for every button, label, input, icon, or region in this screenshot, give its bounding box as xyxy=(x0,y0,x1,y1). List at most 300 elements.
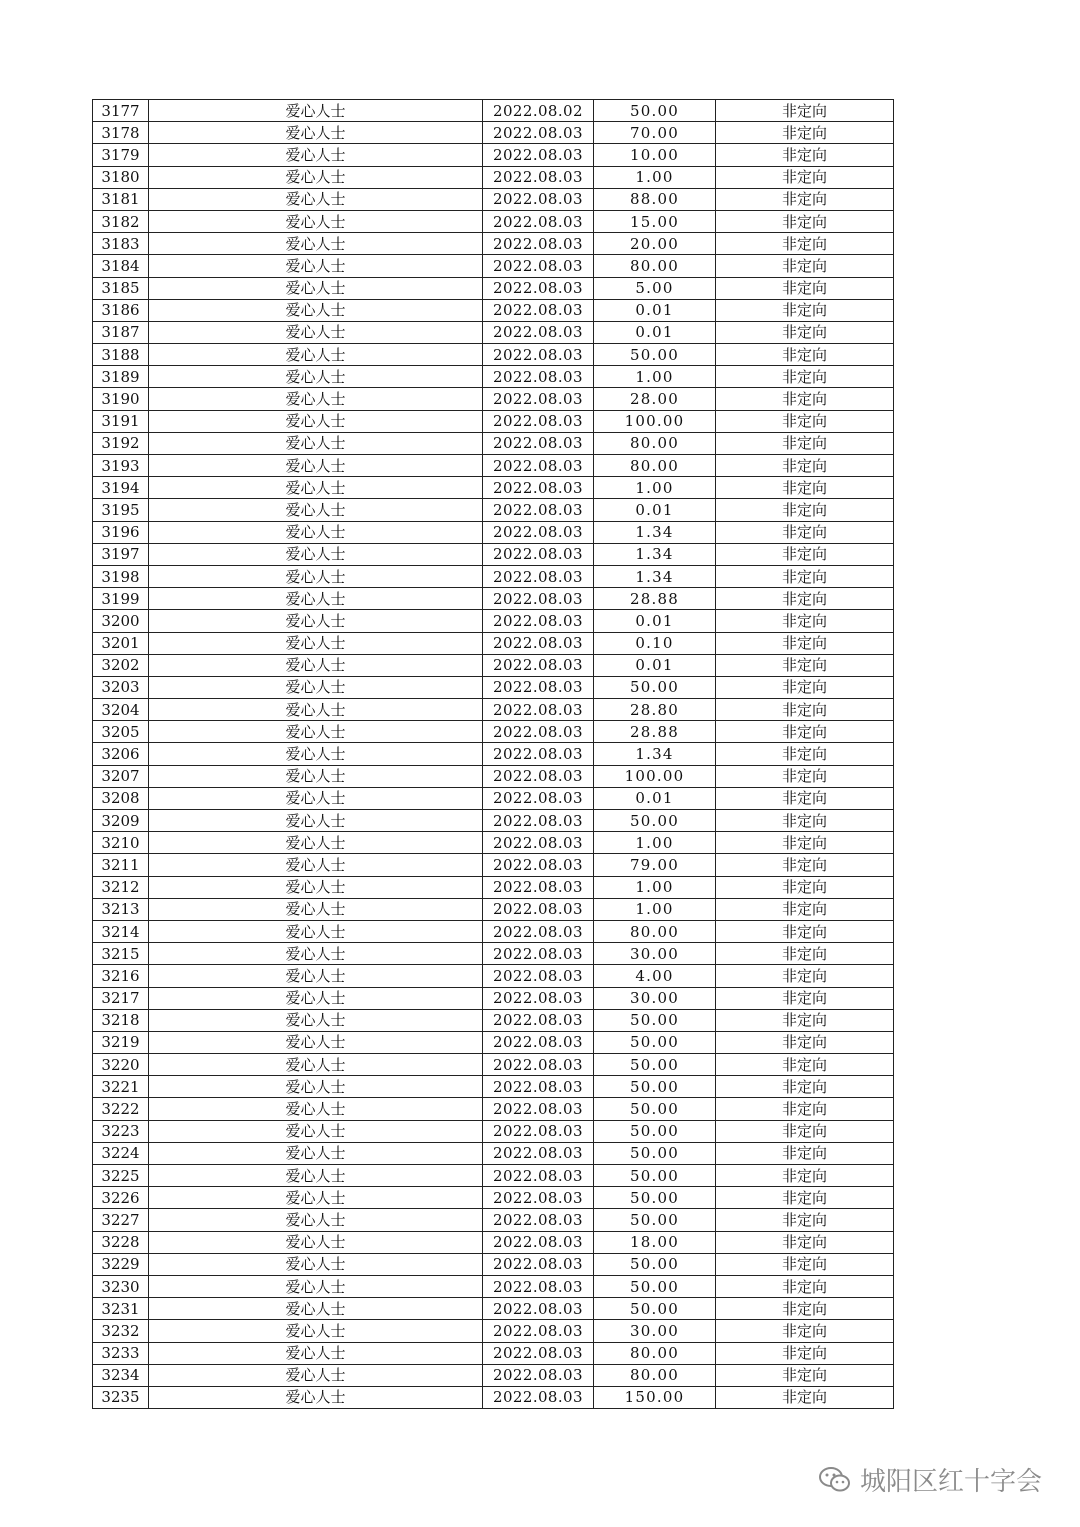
table-row xyxy=(93,1098,894,1120)
table-row xyxy=(93,255,894,277)
table-row xyxy=(93,1076,894,1098)
donation-date-cell: 2022.08.03 xyxy=(483,321,594,343)
donation-amount-cell: 100.00 xyxy=(594,765,716,787)
donor-name-cell: 爱心人士 xyxy=(149,344,483,366)
table-row xyxy=(93,721,894,743)
donation-amount-cell: 70.00 xyxy=(594,122,716,144)
donation-date-cell: 2022.08.03 xyxy=(483,965,594,987)
donation-type-cell: 非定向 xyxy=(716,854,894,876)
donation-amount-cell: 15.00 xyxy=(594,210,716,232)
row-number-cell: 3196 xyxy=(93,521,149,543)
donor-name-cell: 爱心人士 xyxy=(149,1165,483,1187)
watermark-text: 城阳区红十字会 xyxy=(860,1467,1043,1497)
donation-date-cell: 2022.08.03 xyxy=(483,1209,594,1231)
donor-name-cell: 爱心人士 xyxy=(149,499,483,521)
donation-type-cell: 非定向 xyxy=(716,1054,894,1076)
donor-name-cell: 爱心人士 xyxy=(149,1076,483,1098)
row-number-cell: 3201 xyxy=(93,632,149,654)
table-row xyxy=(93,943,894,965)
table-row xyxy=(93,1142,894,1164)
donation-amount-cell: 1.00 xyxy=(594,898,716,920)
row-number-cell: 3226 xyxy=(93,1187,149,1209)
row-number-cell: 3199 xyxy=(93,588,149,610)
donation-amount-cell: 50.00 xyxy=(594,1165,716,1187)
table-row xyxy=(93,521,894,543)
donation-date-cell: 2022.08.03 xyxy=(483,765,594,787)
donation-date-cell: 2022.08.03 xyxy=(483,1231,594,1253)
row-number-cell: 3217 xyxy=(93,987,149,1009)
table-row xyxy=(93,233,894,255)
donation-amount-cell: 1.00 xyxy=(594,166,716,188)
donor-name-cell: 爱心人士 xyxy=(149,943,483,965)
table-row xyxy=(93,210,894,232)
donation-type-cell: 非定向 xyxy=(716,699,894,721)
table-row xyxy=(93,410,894,432)
row-number-cell: 3187 xyxy=(93,321,149,343)
donation-type-cell: 非定向 xyxy=(716,1098,894,1120)
donor-name-cell: 爱心人士 xyxy=(149,299,483,321)
donation-date-cell: 2022.08.03 xyxy=(483,676,594,698)
donor-name-cell: 爱心人士 xyxy=(149,1120,483,1142)
table-row xyxy=(93,610,894,632)
row-number-cell: 3216 xyxy=(93,965,149,987)
donation-amount-cell: 50.00 xyxy=(594,1275,716,1297)
donation-type-cell: 非定向 xyxy=(716,898,894,920)
donation-date-cell: 2022.08.03 xyxy=(483,810,594,832)
donation-table-body xyxy=(93,100,894,1409)
donor-name-cell: 爱心人士 xyxy=(149,1320,483,1342)
donor-name-cell: 爱心人士 xyxy=(149,321,483,343)
donation-date-cell: 2022.08.03 xyxy=(483,787,594,809)
watermark xyxy=(818,1461,1042,1498)
donor-name-cell: 爱心人士 xyxy=(149,166,483,188)
donation-amount-cell: 1.00 xyxy=(594,477,716,499)
row-number-cell: 3184 xyxy=(93,255,149,277)
donation-amount-cell: 28.88 xyxy=(594,721,716,743)
table-row xyxy=(93,432,894,454)
table-row xyxy=(93,1320,894,1342)
row-number-cell: 3195 xyxy=(93,499,149,521)
donor-name-cell: 爱心人士 xyxy=(149,1209,483,1231)
donation-date-cell: 2022.08.03 xyxy=(483,388,594,410)
row-number-cell: 3210 xyxy=(93,832,149,854)
donation-amount-cell: 80.00 xyxy=(594,1364,716,1386)
row-number-cell: 3181 xyxy=(93,188,149,210)
table-row xyxy=(93,1120,894,1142)
donation-amount-cell: 1.34 xyxy=(594,565,716,587)
donation-amount-cell: 4.00 xyxy=(594,965,716,987)
donation-type-cell: 非定向 xyxy=(716,832,894,854)
table-row xyxy=(93,100,894,122)
donor-name-cell: 爱心人士 xyxy=(149,233,483,255)
row-number-cell: 3202 xyxy=(93,654,149,676)
row-number-cell: 3177 xyxy=(93,100,149,122)
donor-name-cell: 爱心人士 xyxy=(149,787,483,809)
donation-type-cell: 非定向 xyxy=(716,299,894,321)
donation-amount-cell: 1.34 xyxy=(594,543,716,565)
donation-amount-cell: 50.00 xyxy=(594,1076,716,1098)
row-number-cell: 3211 xyxy=(93,854,149,876)
donation-type-cell: 非定向 xyxy=(716,188,894,210)
wechat-icon xyxy=(818,1466,852,1494)
donor-name-cell: 爱心人士 xyxy=(149,898,483,920)
donation-type-cell: 非定向 xyxy=(716,1209,894,1231)
row-number-cell: 3193 xyxy=(93,455,149,477)
row-number-cell: 3223 xyxy=(93,1120,149,1142)
donation-date-cell: 2022.08.03 xyxy=(483,410,594,432)
donation-type-cell: 非定向 xyxy=(716,654,894,676)
donation-amount-cell: 50.00 xyxy=(594,1009,716,1031)
donation-date-cell: 2022.08.03 xyxy=(483,1253,594,1275)
table-row xyxy=(93,188,894,210)
table-row xyxy=(93,632,894,654)
donation-date-cell: 2022.08.03 xyxy=(483,1298,594,1320)
donation-amount-cell: 50.00 xyxy=(594,100,716,122)
donation-type-cell: 非定向 xyxy=(716,588,894,610)
donation-date-cell: 2022.08.03 xyxy=(483,455,594,477)
donation-type-cell: 非定向 xyxy=(716,144,894,166)
row-number-cell: 3209 xyxy=(93,810,149,832)
donation-amount-cell: 1.00 xyxy=(594,832,716,854)
row-number-cell: 3179 xyxy=(93,144,149,166)
table-row xyxy=(93,499,894,521)
donor-name-cell: 爱心人士 xyxy=(149,1298,483,1320)
table-row xyxy=(93,388,894,410)
donation-amount-cell: 88.00 xyxy=(594,188,716,210)
donor-name-cell: 爱心人士 xyxy=(149,122,483,144)
donor-name-cell: 爱心人士 xyxy=(149,1364,483,1386)
donation-amount-cell: 80.00 xyxy=(594,455,716,477)
row-number-cell: 3183 xyxy=(93,233,149,255)
table-row xyxy=(93,1275,894,1297)
donation-date-cell: 2022.08.03 xyxy=(483,1120,594,1142)
donation-amount-cell: 100.00 xyxy=(594,410,716,432)
donation-type-cell: 非定向 xyxy=(716,765,894,787)
donation-type-cell: 非定向 xyxy=(716,610,894,632)
donation-amount-cell: 28.88 xyxy=(594,588,716,610)
donation-type-cell: 非定向 xyxy=(716,920,894,942)
donation-date-cell: 2022.08.03 xyxy=(483,477,594,499)
donation-date-cell: 2022.08.03 xyxy=(483,166,594,188)
table-row xyxy=(93,676,894,698)
donation-amount-cell: 0.01 xyxy=(594,299,716,321)
donation-type-cell: 非定向 xyxy=(716,210,894,232)
donation-type-cell: 非定向 xyxy=(716,1231,894,1253)
donation-date-cell: 2022.08.03 xyxy=(483,565,594,587)
row-number-cell: 3221 xyxy=(93,1076,149,1098)
donor-name-cell: 爱心人士 xyxy=(149,588,483,610)
row-number-cell: 3235 xyxy=(93,1386,149,1408)
donation-amount-cell: 80.00 xyxy=(594,432,716,454)
donation-date-cell: 2022.08.03 xyxy=(483,1165,594,1187)
donation-date-cell: 2022.08.03 xyxy=(483,366,594,388)
table-row xyxy=(93,765,894,787)
row-number-cell: 3229 xyxy=(93,1253,149,1275)
donation-amount-cell: 80.00 xyxy=(594,1342,716,1364)
table-row xyxy=(93,1298,894,1320)
donor-name-cell: 爱心人士 xyxy=(149,388,483,410)
row-number-cell: 3224 xyxy=(93,1142,149,1164)
donor-name-cell: 爱心人士 xyxy=(149,721,483,743)
donation-type-cell: 非定向 xyxy=(716,344,894,366)
donation-amount-cell: 80.00 xyxy=(594,255,716,277)
donation-date-cell: 2022.08.03 xyxy=(483,210,594,232)
table-row xyxy=(93,699,894,721)
donation-table xyxy=(92,99,894,1409)
donation-type-cell: 非定向 xyxy=(716,1320,894,1342)
row-number-cell: 3190 xyxy=(93,388,149,410)
donation-date-cell: 2022.08.03 xyxy=(483,1187,594,1209)
table-row xyxy=(93,1031,894,1053)
donation-amount-cell: 50.00 xyxy=(594,1209,716,1231)
donor-name-cell: 爱心人士 xyxy=(149,1009,483,1031)
donation-type-cell: 非定向 xyxy=(716,543,894,565)
table-row xyxy=(93,743,894,765)
donation-type-cell: 非定向 xyxy=(716,1187,894,1209)
donation-amount-cell: 80.00 xyxy=(594,920,716,942)
row-number-cell: 3233 xyxy=(93,1342,149,1364)
donor-name-cell: 爱心人士 xyxy=(149,1031,483,1053)
donation-type-cell: 非定向 xyxy=(716,1298,894,1320)
donor-name-cell: 爱心人士 xyxy=(149,188,483,210)
donor-name-cell: 爱心人士 xyxy=(149,1231,483,1253)
donation-type-cell: 非定向 xyxy=(716,1275,894,1297)
donation-type-cell: 非定向 xyxy=(716,943,894,965)
row-number-cell: 3219 xyxy=(93,1031,149,1053)
row-number-cell: 3191 xyxy=(93,410,149,432)
table-row xyxy=(93,1009,894,1031)
table-row xyxy=(93,543,894,565)
row-number-cell: 3189 xyxy=(93,366,149,388)
table-row xyxy=(93,565,894,587)
table-row xyxy=(93,1364,894,1386)
donation-amount-cell: 20.00 xyxy=(594,233,716,255)
donation-date-cell: 2022.08.03 xyxy=(483,144,594,166)
donation-amount-cell: 50.00 xyxy=(594,1253,716,1275)
donor-name-cell: 爱心人士 xyxy=(149,1142,483,1164)
donation-amount-cell: 50.00 xyxy=(594,1298,716,1320)
donation-type-cell: 非定向 xyxy=(716,122,894,144)
donor-name-cell: 爱心人士 xyxy=(149,1098,483,1120)
donation-type-cell: 非定向 xyxy=(716,388,894,410)
donation-type-cell: 非定向 xyxy=(716,1386,894,1408)
donor-name-cell: 爱心人士 xyxy=(149,1275,483,1297)
donation-type-cell: 非定向 xyxy=(716,1009,894,1031)
donor-name-cell: 爱心人士 xyxy=(149,366,483,388)
row-number-cell: 3214 xyxy=(93,920,149,942)
donor-name-cell: 爱心人士 xyxy=(149,876,483,898)
donation-type-cell: 非定向 xyxy=(716,410,894,432)
table-row xyxy=(93,832,894,854)
donation-type-cell: 非定向 xyxy=(716,166,894,188)
row-number-cell: 3194 xyxy=(93,477,149,499)
donation-type-cell: 非定向 xyxy=(716,477,894,499)
donation-type-cell: 非定向 xyxy=(716,277,894,299)
table-row xyxy=(93,965,894,987)
donation-date-cell: 2022.08.03 xyxy=(483,1275,594,1297)
donation-type-cell: 非定向 xyxy=(716,965,894,987)
donation-date-cell: 2022.08.03 xyxy=(483,1142,594,1164)
row-number-cell: 3182 xyxy=(93,210,149,232)
donation-amount-cell: 150.00 xyxy=(594,1386,716,1408)
donation-date-cell: 2022.08.03 xyxy=(483,188,594,210)
donor-name-cell: 爱心人士 xyxy=(149,477,483,499)
donation-date-cell: 2022.08.03 xyxy=(483,588,594,610)
row-number-cell: 3232 xyxy=(93,1320,149,1342)
donor-name-cell: 爱心人士 xyxy=(149,810,483,832)
table-row xyxy=(93,876,894,898)
donor-name-cell: 爱心人士 xyxy=(149,676,483,698)
donation-amount-cell: 28.00 xyxy=(594,388,716,410)
row-number-cell: 3230 xyxy=(93,1275,149,1297)
table-row xyxy=(93,654,894,676)
table-row xyxy=(93,321,894,343)
donation-date-cell: 2022.08.02 xyxy=(483,100,594,122)
table-row xyxy=(93,810,894,832)
donation-date-cell: 2022.08.03 xyxy=(483,721,594,743)
donation-date-cell: 2022.08.03 xyxy=(483,277,594,299)
donation-date-cell: 2022.08.03 xyxy=(483,521,594,543)
donor-name-cell: 爱心人士 xyxy=(149,455,483,477)
table-row xyxy=(93,588,894,610)
row-number-cell: 3186 xyxy=(93,299,149,321)
donation-date-cell: 2022.08.03 xyxy=(483,743,594,765)
donation-amount-cell: 50.00 xyxy=(594,1187,716,1209)
table-row xyxy=(93,854,894,876)
donation-type-cell: 非定向 xyxy=(716,876,894,898)
table-row xyxy=(93,344,894,366)
table-row xyxy=(93,1165,894,1187)
row-number-cell: 3203 xyxy=(93,676,149,698)
donation-amount-cell: 18.00 xyxy=(594,1231,716,1253)
donation-date-cell: 2022.08.03 xyxy=(483,876,594,898)
donor-name-cell: 爱心人士 xyxy=(149,743,483,765)
row-number-cell: 3207 xyxy=(93,765,149,787)
donation-type-cell: 非定向 xyxy=(716,676,894,698)
donation-date-cell: 2022.08.03 xyxy=(483,854,594,876)
table-row xyxy=(93,1187,894,1209)
donor-name-cell: 爱心人士 xyxy=(149,965,483,987)
donation-type-cell: 非定向 xyxy=(716,632,894,654)
donor-name-cell: 爱心人士 xyxy=(149,920,483,942)
donation-date-cell: 2022.08.03 xyxy=(483,654,594,676)
donation-amount-cell: 10.00 xyxy=(594,144,716,166)
donation-type-cell: 非定向 xyxy=(716,1031,894,1053)
donation-type-cell: 非定向 xyxy=(716,1253,894,1275)
table-row xyxy=(93,166,894,188)
donation-type-cell: 非定向 xyxy=(716,1142,894,1164)
donation-type-cell: 非定向 xyxy=(716,455,894,477)
donation-type-cell: 非定向 xyxy=(716,432,894,454)
donation-amount-cell: 28.80 xyxy=(594,699,716,721)
donation-amount-cell: 1.34 xyxy=(594,521,716,543)
donor-name-cell: 爱心人士 xyxy=(149,144,483,166)
donation-date-cell: 2022.08.03 xyxy=(483,122,594,144)
row-number-cell: 3228 xyxy=(93,1231,149,1253)
donation-amount-cell: 0.01 xyxy=(594,610,716,632)
donation-amount-cell: 30.00 xyxy=(594,987,716,1009)
donation-date-cell: 2022.08.03 xyxy=(483,1098,594,1120)
donor-name-cell: 爱心人士 xyxy=(149,432,483,454)
donation-amount-cell: 30.00 xyxy=(594,1320,716,1342)
donor-name-cell: 爱心人士 xyxy=(149,1054,483,1076)
table-row xyxy=(93,366,894,388)
donation-amount-cell: 1.34 xyxy=(594,743,716,765)
donation-date-cell: 2022.08.03 xyxy=(483,1364,594,1386)
donation-amount-cell: 50.00 xyxy=(594,676,716,698)
row-number-cell: 3215 xyxy=(93,943,149,965)
row-number-cell: 3178 xyxy=(93,122,149,144)
row-number-cell: 3231 xyxy=(93,1298,149,1320)
donation-type-cell: 非定向 xyxy=(716,721,894,743)
row-number-cell: 3185 xyxy=(93,277,149,299)
donation-type-cell: 非定向 xyxy=(716,1342,894,1364)
row-number-cell: 3208 xyxy=(93,787,149,809)
donor-name-cell: 爱心人士 xyxy=(149,277,483,299)
donation-date-cell: 2022.08.03 xyxy=(483,920,594,942)
donation-date-cell: 2022.08.03 xyxy=(483,610,594,632)
donation-type-cell: 非定向 xyxy=(716,499,894,521)
donation-date-cell: 2022.08.03 xyxy=(483,1386,594,1408)
donation-date-cell: 2022.08.03 xyxy=(483,499,594,521)
donation-amount-cell: 0.01 xyxy=(594,499,716,521)
table-row xyxy=(93,787,894,809)
row-number-cell: 3218 xyxy=(93,1009,149,1031)
donation-amount-cell: 30.00 xyxy=(594,943,716,965)
donation-amount-cell: 1.00 xyxy=(594,876,716,898)
donation-type-cell: 非定向 xyxy=(716,743,894,765)
donation-date-cell: 2022.08.03 xyxy=(483,1009,594,1031)
row-number-cell: 3200 xyxy=(93,610,149,632)
table-row xyxy=(93,1209,894,1231)
donation-date-cell: 2022.08.03 xyxy=(483,898,594,920)
donation-date-cell: 2022.08.03 xyxy=(483,255,594,277)
table-row xyxy=(93,477,894,499)
table-row xyxy=(93,144,894,166)
donor-name-cell: 爱心人士 xyxy=(149,699,483,721)
row-number-cell: 3212 xyxy=(93,876,149,898)
donation-type-cell: 非定向 xyxy=(716,255,894,277)
row-number-cell: 3206 xyxy=(93,743,149,765)
donor-name-cell: 爱心人士 xyxy=(149,210,483,232)
donor-name-cell: 爱心人士 xyxy=(149,610,483,632)
row-number-cell: 3222 xyxy=(93,1098,149,1120)
donor-name-cell: 爱心人士 xyxy=(149,255,483,277)
row-number-cell: 3227 xyxy=(93,1209,149,1231)
table-row xyxy=(93,920,894,942)
donation-amount-cell: 50.00 xyxy=(594,1142,716,1164)
donation-date-cell: 2022.08.03 xyxy=(483,987,594,1009)
row-number-cell: 3205 xyxy=(93,721,149,743)
donation-type-cell: 非定向 xyxy=(716,787,894,809)
donor-name-cell: 爱心人士 xyxy=(149,565,483,587)
donor-name-cell: 爱心人士 xyxy=(149,1253,483,1275)
donation-date-cell: 2022.08.03 xyxy=(483,432,594,454)
donor-name-cell: 爱心人士 xyxy=(149,654,483,676)
donor-name-cell: 爱心人士 xyxy=(149,543,483,565)
donation-type-cell: 非定向 xyxy=(716,233,894,255)
donation-type-cell: 非定向 xyxy=(716,810,894,832)
donation-date-cell: 2022.08.03 xyxy=(483,344,594,366)
donation-amount-cell: 1.00 xyxy=(594,366,716,388)
donation-date-cell: 2022.08.03 xyxy=(483,1342,594,1364)
donation-type-cell: 非定向 xyxy=(716,521,894,543)
donation-amount-cell: 0.10 xyxy=(594,632,716,654)
donation-type-cell: 非定向 xyxy=(716,321,894,343)
donation-amount-cell: 50.00 xyxy=(594,810,716,832)
table-row xyxy=(93,1253,894,1275)
donor-name-cell: 爱心人士 xyxy=(149,100,483,122)
